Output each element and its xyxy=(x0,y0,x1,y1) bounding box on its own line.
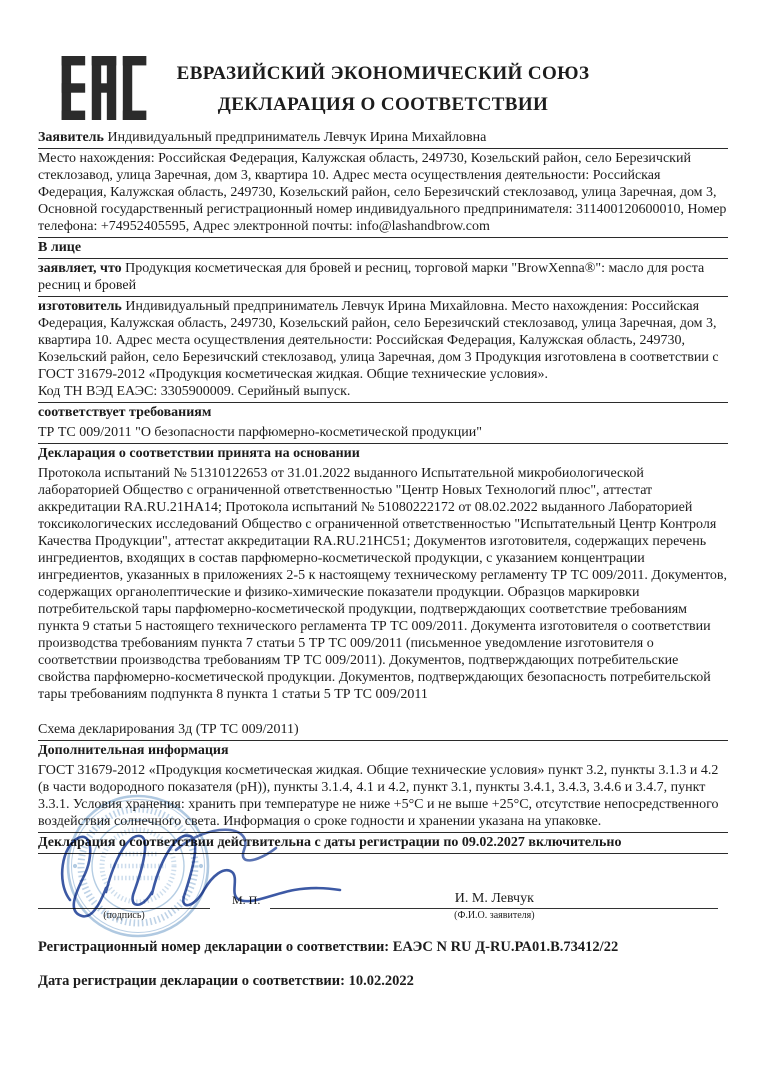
manufacturer-paragraph xyxy=(38,298,728,383)
manufacturer-section xyxy=(38,297,728,403)
document-header xyxy=(38,52,728,124)
declaration-scheme: Схема декларирования 3д (ТР ТС 009/2011) xyxy=(38,720,728,741)
applicant-name-field xyxy=(270,890,718,922)
complies-label: соответствует требованиям xyxy=(38,405,212,420)
signature-field xyxy=(38,908,210,922)
registration-date-label: Дата регистрации декларации о соответствии: xyxy=(38,973,345,989)
applicant-signed-name: И. М. Левчук xyxy=(454,891,534,906)
applicant-line xyxy=(38,128,728,149)
in-person-label: В лице xyxy=(38,240,82,255)
basis-details: Протокола испытаний № 51310122653 от 31.01.2022 выданного Испытательной микробиологической лабораторией Общество с ограниченной ответственностью "Центр Новых Технологий плюс", аттестат аккредитации RA.RU.21HA14; Протокола испытаний № 51080222172 от 08.02.2022 выданного Лабораторией токсикологических исследований Общество с ограниченной ответственностью "Испытательный Центр Контроля Качества Продукции", аттестат аккредитации RA.RU.21HC51; Документов изготовителя, содержащих перечень ингредиентов, входящих в состав парфюмерно-косметической продукции, с указанием концентрации ингредиентов, указанных в приложениях 2-5 к настоящему техническому регламенту ТР ТС 009/2011. Документов, содержащих органолептические и физико-химические показатели продукции. Образцов маркировки потребительской тары парфюмерно-косметической продукции, подтверждающих соответствие требованиям пункта 9 статьи 5 настоящего технического регламента ТР ТС 009/2011. Документа изготовителя о соответствии производства требованиям пункта 7 статьи 5 ТР ТС 009/2011 (письменное уведомление изготовителя о соответствии производства требованиям ТР ТС 009/2011). Документов, подтверждающих потребительские свойства парфюмерно-косметической продукции. Документов, подтверждающих безопасность потребительской тары требованиям подпункта 8 пункта 1 статьи 5 ТР ТС 009/2011 xyxy=(38,466,728,702)
regulation-reference: ТР ТС 009/2011 "О безопасности парфюмерно-косметической продукции" xyxy=(38,423,728,444)
tn-ved-code-line: Код ТН ВЭД ЕАЭС: 3305900009. Серийный выпуск. xyxy=(38,384,351,399)
applicant-fio-caption: (Ф.И.О. заявителя) xyxy=(454,910,535,921)
registration-date-line xyxy=(38,972,728,990)
basis-label: Декларация о соответствии принята на основании xyxy=(38,446,360,461)
eac-logo-icon xyxy=(58,56,150,120)
declares-line xyxy=(38,259,728,297)
registration-date-value: 10.02.2022 xyxy=(348,973,414,989)
product-description: Продукция косметическая для бровей и ресниц, торговой марки "BrowXenna®": масло для роста ресниц и бровей xyxy=(38,261,705,293)
additional-info-details: ГОСТ 31679-2012 «Продукция косметическая жидкая. Общие технические условия» пункт 3.2, пункты 3.1.3 и 4.2 (в части водородного показателя (рН)), пункты 3.1.4, 4.1 и 4.2, пункт 3.1, пункты 3.4.1, 3.4.3, 3.4.6 и 3.4.7, пункт 3.3.1. Условия хранения: хранить при температуре не ниже +5°С и не выше +25°С, отсутствие непосредственного воздействия солнечного света. Информация о сроке годности и хранении указана на упаковке. xyxy=(38,761,728,833)
applicant-name: Индивидуальный предприниматель Левчук Ирина Михайловна xyxy=(107,130,487,145)
declares-label: заявляет, что xyxy=(38,261,122,276)
signature-block xyxy=(38,860,728,922)
applicant-label: Заявитель xyxy=(38,130,104,145)
signature-caption: (подпись) xyxy=(103,910,145,921)
registration-number-label: Регистрационный номер декларации о соответствии: xyxy=(38,939,390,955)
stamp-place-label: М. П. xyxy=(232,893,261,907)
manufacturer-details: Индивидуальный предприниматель Левчук Ирина Михайловна. Место нахождения: Российская Федерация, Калужская область, 249730, Козельский район, село Березичский стеклозавод, улица Заречная, дом 3, квартира 10. Адрес места осуществления деятельности: Российская Федерация, Калужская область, 249730, Козельский район, село Березичский стеклозавод, улица Заречная, дом 3 Продукция изготовлена в соответствии с ГОСТ 31679-2012 «Продукция косметическая жидкая. Общие технические условия». xyxy=(38,299,719,382)
validity-statement: Декларация о соответствии действительна с даты регистрации по 09.02.2027 включительно xyxy=(38,833,728,854)
applicant-address: Место нахождения: Российская Федерация, Калужская область, 249730, Козельский район, село Березичский стеклозавод, улица Заречная, дом 3, квартира 10. Адрес места осуществления деятельности: Российская Федерация, Калужская область, 249730, Козельский район, село Березичский стеклозавод, улица Заречная, дом 3, Основной государственный регистрационный номер индивидуального предпринимателя: 311400120600010, Номер телефона: +74952405595, Адрес электронной почты: info@lashandbrow.com xyxy=(38,149,728,238)
manufacturer-label: изготовитель xyxy=(38,299,122,314)
additional-info-label: Дополнительная информация xyxy=(38,743,229,758)
title-declaration: ДЕКЛАРАЦИЯ О СООТВЕТСТВИИ xyxy=(217,94,549,115)
registration-number-value: ЕАЭС N RU Д-RU.РА01.В.73412/22 xyxy=(392,939,619,955)
title-union: ЕВРАЗИЙСКИЙ ЭКОНОМИЧЕСКИЙ СОЮЗ xyxy=(176,63,590,84)
in-person-line xyxy=(38,238,728,259)
registration-number-line xyxy=(38,938,728,956)
